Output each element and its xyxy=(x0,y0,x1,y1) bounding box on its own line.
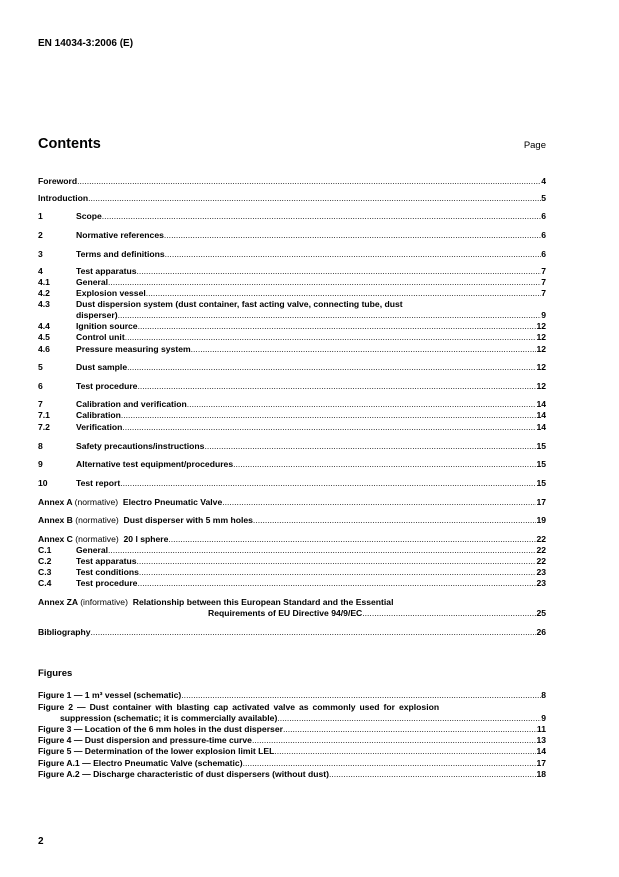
figure-entry-5[interactable]: Figure 5 — Determination of the lower explosion limit LEL ..... 14 xyxy=(38,746,546,757)
figure-entry-2[interactable]: Figure 2 — Dust container with blasting cap activated valve as commonly used for explosion xyxy=(38,702,440,712)
figures-heading: Figures xyxy=(38,668,73,679)
figure-entry-4[interactable]: Figure 4 — Dust dispersion and pressure-time curve ..... 13 xyxy=(38,735,546,746)
toc-entry-6[interactable]: 6 Test procedure ..... 12 xyxy=(38,381,546,392)
toc-entry-5[interactable]: 5 Dust sample ..... 12 xyxy=(38,362,546,373)
toc-entry-7[interactable]: 7 Calibration and verification ..... 14 xyxy=(38,399,546,410)
toc-entry-annex-za-cont[interactable]: Requirements of EU Directive 94/9/EC ..... 25 xyxy=(38,608,546,619)
page-number: 2 xyxy=(38,836,44,847)
toc-entry-7-1[interactable]: 7.1 Calibration ..... 14 xyxy=(38,410,546,421)
toc-entry-8[interactable]: 8 Safety precautions/instructions ..... 15 xyxy=(38,441,546,452)
figure-entry-3[interactable]: Figure 3 — Location of the 6 mm holes in the dust disperser ..... 11 xyxy=(38,724,546,735)
toc-entry-2[interactable]: 2 Normative references ..... 6 xyxy=(38,230,546,241)
toc-entry-annex-za[interactable]: Annex ZA (informative) Relationship between this European Standard and the Essential xyxy=(38,597,394,607)
figure-entry-a2[interactable]: Figure A.2 — Discharge characteristic of dust dispersers (without dust) ..... 18 xyxy=(38,769,546,780)
toc-entry-4-3[interactable]: 4.3 Dust dispersion system (dust container, fast acting valve, connecting tube, dust xyxy=(38,299,403,309)
toc-entry-1[interactable]: 1 Scope ..... 6 xyxy=(38,211,546,222)
toc-entry-c-1[interactable]: C.1 General ..... 22 xyxy=(38,545,546,556)
toc-entry-4-2[interactable]: 4.2 Explosion vessel ..... 7 xyxy=(38,288,546,299)
figure-entry-a1[interactable]: Figure A.1 — Electro Pneumatic Valve (schematic) ..... 17 xyxy=(38,758,546,769)
toc-entry-4[interactable]: 4 Test apparatus ..... 7 xyxy=(38,266,546,277)
page-column-label: Page xyxy=(523,140,546,151)
toc-entry-annex-c[interactable]: Annex C (normative) 20 l sphere ..... 22 xyxy=(38,534,546,545)
toc-entry-4-1[interactable]: 4.1 General ..... 7 xyxy=(38,277,546,288)
figure-entry-1[interactable]: Figure 1 — 1 m³ vessel (schematic) ..... 8 xyxy=(38,690,546,701)
toc-entry-4-3-cont[interactable]: disperser) ..... 9 xyxy=(38,310,546,321)
figure-entry-2-cont[interactable]: suppression (schematic; it is commercially available) ..... 9 xyxy=(60,713,546,724)
toc-entry-4-6[interactable]: 4.6 Pressure measuring system ..... 12 xyxy=(38,344,546,355)
toc-entry-annex-a[interactable]: Annex A (normative) Electro Pneumatic Valve ..... 17 xyxy=(38,497,546,508)
toc-entry-c-4[interactable]: C.4 Test procedure ..... 23 xyxy=(38,578,546,589)
toc-entry-annex-b[interactable]: Annex B (normative) Dust disperser with 5 mm holes ..... 19 xyxy=(38,515,546,526)
toc-entry-bibliography[interactable]: Bibliography ..... 26 xyxy=(38,627,546,638)
contents-title: Contents xyxy=(38,136,101,152)
toc-entry-c-3[interactable]: C.3 Test conditions ..... 23 xyxy=(38,567,546,578)
toc-entry-3[interactable]: 3 Terms and definitions ..... 6 xyxy=(38,249,546,260)
toc-entry-4-4[interactable]: 4.4 Ignition source ..... 12 xyxy=(38,321,546,332)
toc-entry-c-2[interactable]: C.2 Test apparatus ..... 22 xyxy=(38,556,546,567)
toc-entry-4-5[interactable]: 4.5 Control unit ..... 12 xyxy=(38,332,546,343)
toc-entry-10[interactable]: 10 Test report ..... 15 xyxy=(38,478,546,489)
toc-entry-foreword[interactable]: Foreword ..... 4 xyxy=(38,176,546,187)
document-header: EN 14034-3:2006 (E) xyxy=(38,38,134,49)
toc-entry-9[interactable]: 9 Alternative test equipment/procedures ..... 15 xyxy=(38,459,546,470)
toc-entry-introduction[interactable]: Introduction ..... 5 xyxy=(38,193,546,204)
toc-entry-7-2[interactable]: 7.2 Verification ..... 14 xyxy=(38,422,546,433)
